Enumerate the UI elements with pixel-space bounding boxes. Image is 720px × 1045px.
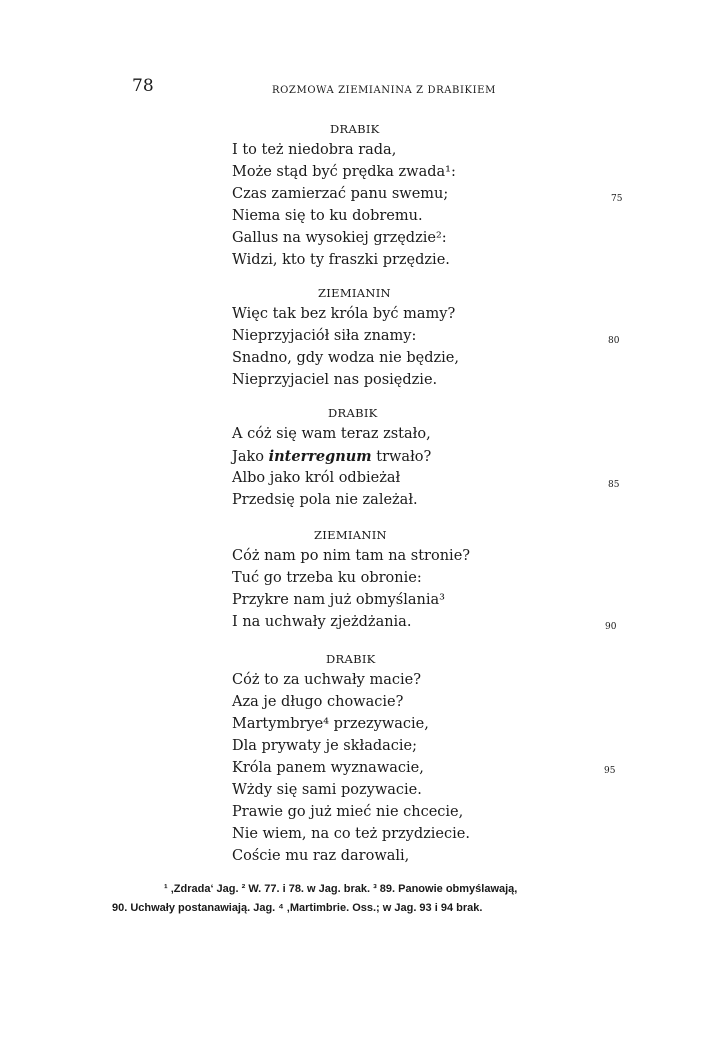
- verse-line: Snadno, gdy wodza nie będzie,: [232, 350, 459, 366]
- verse-line: Czas zamierzać panu swemu;: [232, 186, 449, 202]
- line-number: 80: [608, 336, 620, 346]
- verse-text: Jako: [232, 449, 269, 465]
- verse-line: Tuć go trzeba ku obronie:: [232, 570, 422, 586]
- speaker-label: DRABIK: [330, 122, 380, 136]
- line-number: 90: [605, 622, 617, 632]
- latin-term: interregnum: [268, 448, 372, 465]
- verse-line: Niema się to ku dobremu.: [232, 208, 423, 224]
- verse-line: Nieprzyjaciół siła znamy:: [232, 328, 417, 344]
- speaker-label: DRABIK: [326, 652, 376, 666]
- verse-text: trwało?: [371, 449, 432, 465]
- footnote-line: ¹ ‚Zdrada‘ Jag. ² W. 77. i 78. w Jag. brak. ³ 89. Panowie obmyślawają,: [164, 883, 518, 895]
- verse-line: Dla prywaty je składacie;: [232, 738, 418, 754]
- verse-line: Może stąd być prędka zwada¹:: [232, 164, 456, 180]
- line-number: 85: [608, 480, 620, 490]
- line-number: 75: [611, 194, 623, 204]
- speaker-label: DRABIK: [328, 406, 378, 420]
- speaker-label: ZIEMIANIN: [314, 528, 387, 542]
- verse-line: Martymbrye⁴ przezywacie,: [232, 716, 429, 732]
- verse-line: Coście mu raz darowali,: [232, 848, 410, 864]
- verse-line: [232, 448, 431, 465]
- speaker-label: ZIEMIANIN: [318, 286, 391, 300]
- page-number: 78: [132, 76, 154, 96]
- verse-line: Przykre nam już obmyślania³: [232, 592, 445, 608]
- verse-line: I na uchwały zjeżdżania.: [232, 614, 412, 630]
- verse-line: Gallus na wysokiej grzędzie²:: [232, 230, 447, 246]
- verse-line: Aza je długo chowacie?: [232, 694, 404, 710]
- verse-line: Cóż to za uchwały macie?: [232, 672, 421, 688]
- line-number: 95: [604, 766, 616, 776]
- running-head: ROZMOWA ZIEMIANINA Z DRABIKIEM: [272, 85, 496, 96]
- verse-line: Nieprzyjaciel nas posiędzie.: [232, 372, 438, 388]
- verse-line: Przedsię pola nie zależał.: [232, 492, 418, 508]
- verse-line: Prawie go już mieć nie chcecie,: [232, 804, 464, 820]
- verse-line: Albo jako król odbieżał: [232, 470, 401, 486]
- verse-line: Widzi, kto ty fraszki przędzie.: [232, 252, 450, 268]
- verse-line: Króla panem wyznawacie,: [232, 760, 424, 776]
- verse-line: I to też niedobra rada,: [232, 142, 397, 158]
- verse-line: Wżdy się sami pozywacie.: [232, 782, 422, 798]
- verse-line: A cóż się wam teraz zstało,: [232, 426, 431, 442]
- verse-line: Cóż nam po nim tam na stronie?: [232, 548, 471, 564]
- footnote-line: 90. Uchwały postanawiają. Jag. ⁴ ‚Martimbrie. Oss.; w Jag. 93 i 94 brak.: [112, 902, 483, 914]
- verse-line: Więc tak bez króla być mamy?: [232, 306, 456, 322]
- verse-line: Nie wiem, na co też przydziecie.: [232, 826, 470, 842]
